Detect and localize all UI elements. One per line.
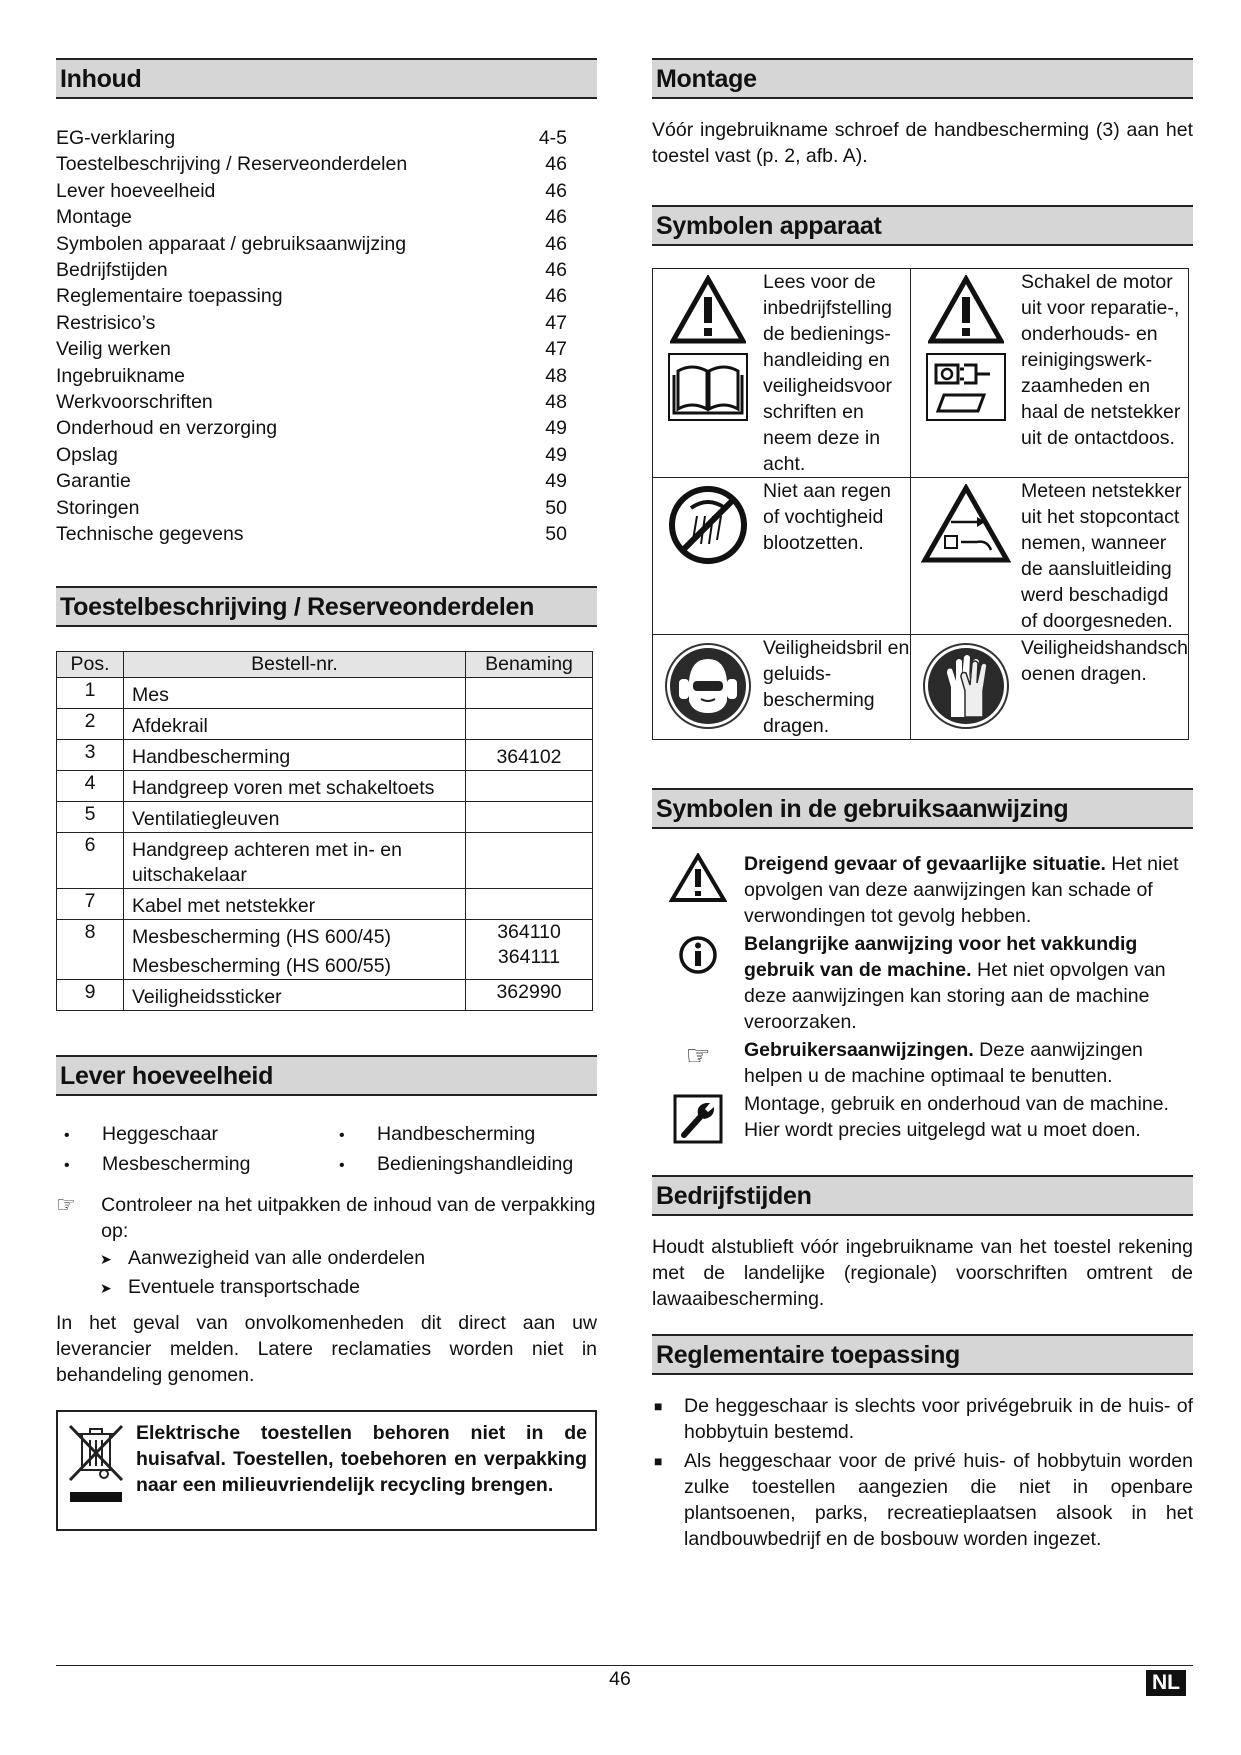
table-row: 1 Mes — [57, 677, 593, 708]
wrench-icon — [672, 1093, 724, 1145]
toc-entry[interactable]: Storingen 50 — [56, 496, 567, 519]
toc-entry[interactable]: Veilig werken 47 — [56, 338, 567, 361]
footer-divider — [56, 1665, 1193, 1666]
unplug-icon — [924, 351, 1008, 423]
symbol-cell: Veiligheidsbril en geluids-bescherming dragen. — [653, 635, 911, 740]
table-row: 8 Mesbescherming (HS 600/45) Mesbescherming (HS 600/55) 364110 364111 — [57, 919, 593, 979]
parts-title: Toestelbeschrijving / Reserveonderdelen — [56, 586, 597, 627]
info-icon — [678, 935, 718, 975]
check-list — [100, 1244, 597, 1302]
warning-icon — [669, 853, 727, 903]
list-item: ■ De heggeschaar is slechts voor privégebruik in de huis- of hobbytuin bestemd. — [654, 1395, 1193, 1443]
table-row: 9 Veiligheidssticker 362990 — [57, 979, 593, 1010]
toc-list — [56, 125, 597, 548]
parts-table — [56, 651, 593, 1011]
weee-notice: Elektrische toestellen behoren niet in de huisafval. Toestellen, toebehoren en verpakking naar een milieuvriendelijk recycling brengen. — [56, 1410, 597, 1531]
list-item: ■ Als heggeschaar voor de privé huis- of hobbytuin worden zulke toestellen aangezien die niet in openbare plantsoenen, parks, recreatieplaatsen alsook in het landbouwbedrijf en de bosbouw worden ingezet. — [654, 1450, 1193, 1550]
toc-title: Inhoud — [56, 58, 597, 99]
col-name-header: Benaming — [466, 651, 593, 677]
toc-entry[interactable]: Restrisico’s 47 — [56, 311, 567, 334]
warning-icon — [928, 275, 1004, 345]
delivery-list — [56, 1120, 597, 1180]
delivery-title: Lever hoeveelheid — [56, 1055, 597, 1096]
warning-icon — [670, 275, 746, 345]
table-row: 5 Ventilatiegleuven — [57, 801, 593, 832]
table-row: 6 Handgreep achteren met in- en uitschakelaar — [57, 832, 593, 888]
symbol-cell: Veiligheidshandsch oenen dragen. — [911, 635, 1189, 740]
language-badge: NL — [1146, 1670, 1186, 1696]
toc-entry[interactable]: Bedrijfstijden 46 — [56, 259, 567, 282]
list-item: • Heggeschaar — [56, 1120, 331, 1150]
symbols-manual-title: Symbolen in de gebruiksaanwijzing — [652, 788, 1193, 829]
usage-list — [652, 1393, 1193, 1552]
toc-entry[interactable]: Reglementaire toepassing 46 — [56, 285, 567, 308]
left-column — [56, 58, 597, 1531]
no-rain-icon — [667, 484, 749, 566]
toc-entry[interactable]: Lever hoeveelheid 46 — [56, 179, 567, 202]
pointing-hand-icon: ☞ — [685, 1040, 711, 1071]
toc-entry[interactable]: Werkvoorschriften 48 — [56, 391, 567, 414]
table-row: 7 Kabel met netstekker — [57, 888, 593, 919]
symbols-manual-list — [652, 851, 1193, 1145]
montage-text: Vóór ingebruikname schroef de handbescherming (3) aan het toestel vast (p. 2, afb. A). — [652, 119, 1193, 167]
toc-entry[interactable]: Ingebruikname 48 — [56, 364, 567, 387]
check-note: ☞ Controleer na het uitpakken de inhoud van de verpakking op: — [56, 1191, 596, 1242]
pointing-hand-icon: ☞ — [56, 1191, 76, 1217]
gloves-icon — [921, 641, 1011, 731]
symbol-cell: Schakel de motor uit voor reparatie-, onderhouds- en reinigingswerk-zaamheden en haal de netstekker uit de ontactdoos. — [911, 269, 1189, 478]
list-item: Dreigend gevaar of gevaarlijke situatie. Het niet opvolgen van deze aanwijzingen kan schade of verwondingen tot gevolg hebben. — [652, 851, 1193, 929]
toc-entry[interactable]: EG-verklaring 4-5 — [56, 127, 567, 149]
symbols-device-title: Symbolen apparaat — [652, 205, 1193, 246]
list-item: • Handbescherming — [331, 1120, 591, 1150]
symbol-cell: Meteen netstekker uit het stopcontact nemen, wanneer de aansluitleiding werd beschadigd of doorgesneden. — [911, 478, 1189, 635]
right-column — [652, 58, 1193, 1555]
toc-entry[interactable]: Garantie 49 — [56, 470, 567, 493]
list-item: Montage, gebruik en onderhoud van de machine. Hier wordt precies uitgelegd wat u moet doen. — [652, 1091, 1193, 1145]
list-item: ☞ Gebruikersaanwijzingen. Deze aanwijzingen helpen u de machine optimaal te benutten. — [652, 1037, 1193, 1089]
hours-title: Bedrijfstijden — [652, 1175, 1193, 1216]
symbols-table — [652, 268, 1189, 740]
col-nr-header: Bestell-nr. — [124, 651, 466, 677]
list-item: Belangrijke aanwijzing voor het vakkundig gebruik van de machine. Het niet opvolgen van deze aanwijzingen kan storing aan de machine veroorzaken. — [652, 931, 1193, 1035]
damaged-cable-icon — [921, 484, 1011, 564]
toc-entry[interactable]: Montage 46 — [56, 206, 567, 229]
symbol-cell: Lees voor de inbedrijfstelling de bedienings-handleiding en veiligheidsvoor schriften en neem deze in acht. — [653, 269, 911, 478]
goggles-earmuffs-icon — [663, 641, 753, 731]
crossed-bin-icon — [64, 1420, 136, 1515]
toc-entry[interactable]: Opslag 49 — [56, 443, 567, 466]
toc-entry[interactable]: Symbolen apparaat / gebruiksaanwijzing 46 — [56, 232, 567, 255]
table-row: 2 Afdekrail — [57, 708, 593, 739]
list-item: ➤ Aanwezigheid van alle onderdelen — [100, 1244, 597, 1273]
usage-title: Reglementaire toepassing — [652, 1334, 1193, 1375]
table-row: 4 Handgreep voren met schakeltoets — [57, 770, 593, 801]
col-pos-header: Pos. — [57, 651, 124, 677]
read-manual-icon — [666, 351, 750, 423]
page-number: 46 — [609, 1668, 631, 1690]
delivery-note: In het geval van onvolkomenheden dit direct aan uw leverancier melden. Latere reclamaties worden niet in behandeling genomen. — [56, 1311, 597, 1386]
symbol-cell: Niet aan regen of vochtigheid blootzetten. — [653, 478, 911, 635]
hours-text: Houdt alstublieft vóór ingebruikname van het toestel rekening met de landelijke (regionale) voorschriften omtrent de lawaaibescherming. — [652, 1236, 1193, 1310]
toc-entry[interactable]: Technische gegevens 50 — [56, 523, 567, 546]
list-item: • Mesbescherming — [56, 1150, 331, 1180]
list-item: ➤ Eventuele transportschade — [100, 1273, 597, 1302]
list-item: • Bedieningshandleiding — [331, 1150, 591, 1180]
montage-title: Montage — [652, 58, 1193, 99]
toc-entry[interactable]: Onderhoud en verzorging 49 — [56, 417, 567, 440]
table-row: 3 Handbescherming 364102 — [57, 739, 593, 770]
parts-header-row — [57, 651, 593, 677]
toc-entry[interactable]: Toestelbeschrijving / Reserveonderdelen 46 — [56, 153, 567, 176]
